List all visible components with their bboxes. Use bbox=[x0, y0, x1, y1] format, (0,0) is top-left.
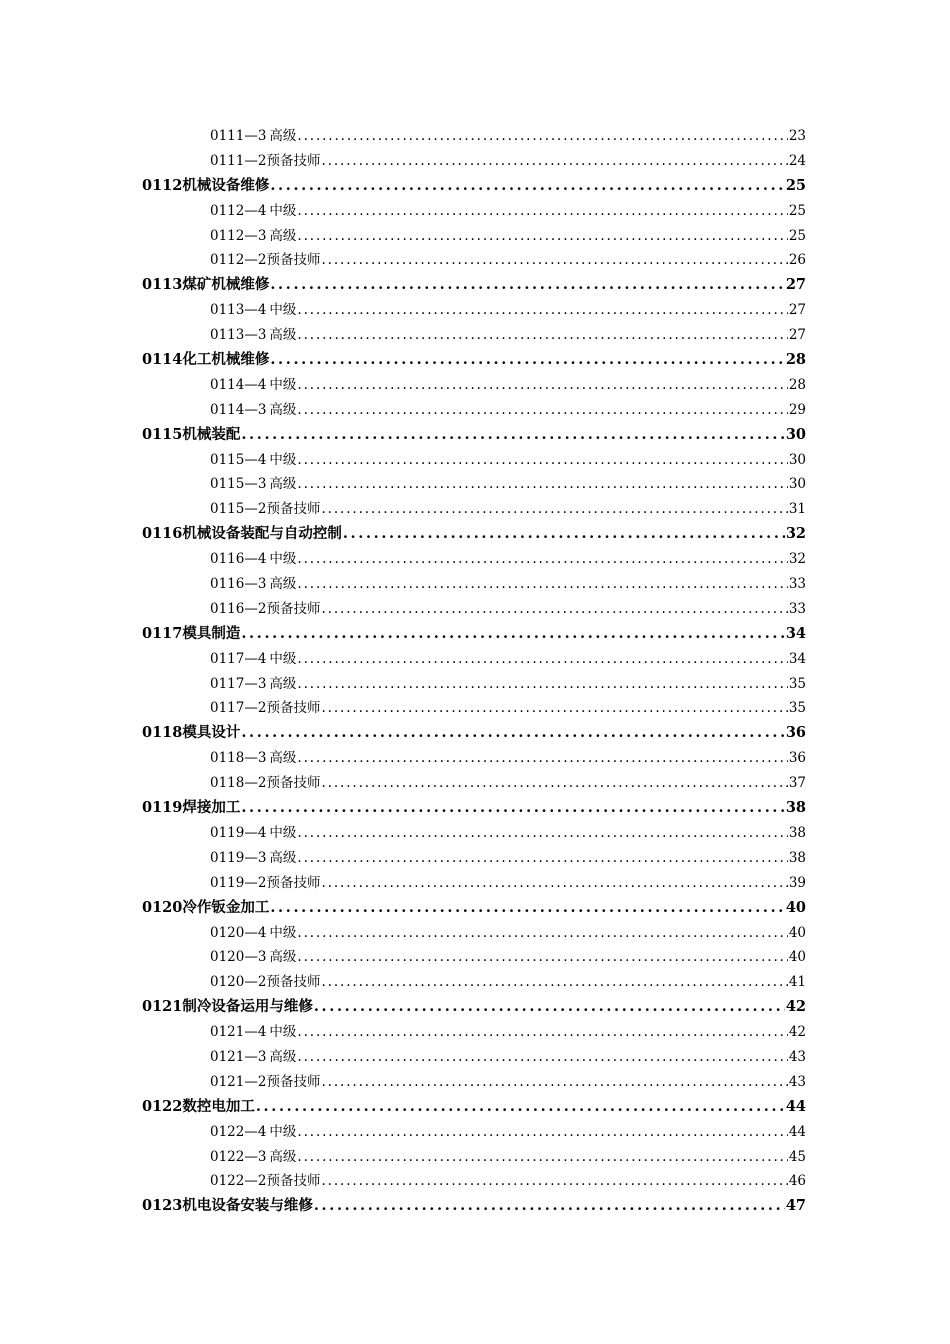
toc-subsection-entry[interactable] bbox=[142, 597, 806, 622]
toc-page-number: 26 bbox=[788, 252, 806, 269]
toc-entry-title: 预备技师 bbox=[266, 974, 321, 991]
toc-page-number: 42 bbox=[788, 1024, 806, 1041]
toc-page-number: 45 bbox=[788, 1148, 806, 1165]
toc-subsection-entry[interactable] bbox=[142, 497, 806, 522]
toc-dot-leader bbox=[297, 124, 787, 149]
toc-dot-leader bbox=[297, 821, 787, 846]
toc-entry-code: 0115—3 bbox=[210, 476, 267, 493]
toc-entry-title: 预备技师 bbox=[266, 1073, 321, 1090]
toc-entry-title: 预备技师 bbox=[266, 775, 321, 792]
toc-section-entry[interactable] bbox=[142, 1095, 806, 1120]
toc-dot-leader bbox=[321, 497, 787, 522]
toc-entry-code: 0122—3 bbox=[210, 1148, 267, 1165]
toc-entry-title: 预备技师 bbox=[266, 252, 321, 269]
toc-entry-title: 模具制造 bbox=[182, 624, 241, 642]
toc-page-number: 40 bbox=[788, 949, 806, 966]
toc-entry-code: 0111—3 bbox=[210, 128, 267, 144]
toc-dot-leader bbox=[321, 771, 787, 796]
toc-page-number: 40 bbox=[785, 898, 806, 916]
toc-dot-leader bbox=[297, 921, 787, 946]
toc-dot-leader bbox=[343, 522, 785, 547]
toc-page-number: 43 bbox=[788, 1073, 806, 1090]
toc-subsection-entry[interactable] bbox=[142, 572, 806, 597]
toc-page-number: 46 bbox=[788, 1173, 806, 1190]
toc-dot-leader bbox=[241, 796, 784, 821]
toc-subsection-entry[interactable] bbox=[142, 647, 806, 672]
toc-page-number: 39 bbox=[788, 874, 806, 891]
toc-subsection-entry[interactable] bbox=[142, 1120, 806, 1145]
toc-page-number: 31 bbox=[788, 501, 806, 518]
toc-entry-code: 0120—4 bbox=[210, 924, 267, 941]
toc-entry-code: 0116—2 bbox=[210, 600, 267, 617]
toc-entry-title: 冷作钣金加工 bbox=[182, 898, 270, 916]
toc-entry-code: 0112 bbox=[142, 176, 183, 194]
toc-subsection-entry[interactable] bbox=[142, 1070, 806, 1095]
toc-dot-leader bbox=[270, 348, 784, 373]
toc-subsection-entry[interactable] bbox=[142, 149, 806, 174]
toc-entry-title: 中级 bbox=[269, 650, 297, 667]
toc-entry-title: 高级 bbox=[269, 401, 297, 418]
toc-page-number: 29 bbox=[788, 401, 806, 418]
toc-dot-leader bbox=[297, 1145, 787, 1170]
toc-entry-title: 预备技师 bbox=[266, 501, 321, 518]
toc-entry-code: 0116 bbox=[142, 525, 183, 543]
toc-page-number: 35 bbox=[788, 700, 806, 717]
toc-subsection-entry[interactable] bbox=[142, 970, 806, 995]
toc-entry-title: 中级 bbox=[269, 202, 297, 219]
toc-entry-code: 0112—4 bbox=[210, 202, 267, 219]
toc-dot-leader bbox=[321, 871, 787, 896]
toc-dot-leader bbox=[297, 224, 787, 249]
toc-dot-leader bbox=[270, 174, 784, 199]
toc-dot-leader bbox=[297, 373, 787, 398]
toc-entry-code: 0121—2 bbox=[210, 1073, 267, 1090]
toc-subsection-entry[interactable] bbox=[142, 945, 806, 970]
toc-entry-title: 煤矿机械维修 bbox=[182, 276, 270, 294]
toc-page-number: 27 bbox=[785, 276, 806, 294]
toc-dot-leader bbox=[297, 323, 787, 348]
toc-entry-title: 高级 bbox=[269, 750, 297, 767]
toc-entry-code: 0117 bbox=[142, 624, 183, 642]
toc-page-number: 30 bbox=[788, 451, 806, 468]
toc-entry-code: 0119—3 bbox=[210, 849, 267, 866]
toc-dot-leader bbox=[297, 472, 787, 497]
toc-page-number: 35 bbox=[788, 675, 806, 692]
toc-subsection-entry[interactable] bbox=[142, 472, 806, 497]
toc-entry-title: 预备技师 bbox=[266, 1173, 321, 1190]
toc-entry-title: 预备技师 bbox=[266, 152, 321, 169]
toc-dot-leader bbox=[321, 248, 787, 273]
toc-entry-title: 中级 bbox=[269, 1123, 297, 1140]
toc-entry-title: 机械设备维修 bbox=[182, 176, 270, 194]
toc-dot-leader bbox=[270, 896, 784, 921]
toc-entry-title: 高级 bbox=[269, 476, 297, 493]
toc-page-number: 42 bbox=[785, 998, 806, 1016]
toc-subsection-entry[interactable] bbox=[142, 298, 806, 323]
toc-entry-code: 0120 bbox=[142, 898, 183, 916]
toc-section-entry[interactable] bbox=[142, 273, 806, 298]
toc-entry-code: 0118—2 bbox=[210, 775, 267, 792]
toc-entry-code: 0122—2 bbox=[210, 1173, 267, 1190]
toc-entry-title: 模具设计 bbox=[182, 724, 241, 742]
table-of-contents bbox=[142, 124, 806, 1219]
toc-section-entry[interactable] bbox=[142, 348, 806, 373]
toc-dot-leader bbox=[297, 746, 787, 771]
toc-subsection-entry[interactable] bbox=[142, 448, 806, 473]
toc-entry-title: 制冷设备运用与维修 bbox=[182, 998, 313, 1016]
toc-dot-leader bbox=[321, 1070, 787, 1095]
toc-page-number: 27 bbox=[788, 302, 806, 319]
toc-dot-leader bbox=[297, 298, 787, 323]
toc-dot-leader bbox=[314, 995, 785, 1020]
toc-entry-title: 预备技师 bbox=[266, 874, 321, 891]
toc-page-number: 32 bbox=[788, 551, 806, 568]
toc-entry-code: 0120—2 bbox=[210, 974, 267, 991]
toc-dot-leader bbox=[241, 721, 784, 746]
toc-entry-code: 0121—3 bbox=[210, 1048, 267, 1065]
toc-entry-title: 预备技师 bbox=[266, 600, 321, 617]
toc-page-number: 34 bbox=[785, 624, 806, 642]
toc-page-number: 36 bbox=[785, 724, 806, 742]
toc-page-number: 44 bbox=[785, 1097, 806, 1115]
toc-page-number: 33 bbox=[788, 576, 806, 593]
toc-dot-leader bbox=[321, 597, 787, 622]
toc-entry-title: 预备技师 bbox=[266, 700, 321, 717]
toc-entry-title: 高级 bbox=[269, 1048, 297, 1065]
toc-entry-code: 0115—2 bbox=[210, 501, 267, 518]
toc-page-number: 30 bbox=[788, 476, 806, 493]
toc-entry-code: 0115—4 bbox=[210, 451, 267, 468]
toc-entry-title: 高级 bbox=[269, 849, 297, 866]
toc-dot-leader bbox=[297, 1120, 787, 1145]
toc-entry-code: 0112—3 bbox=[210, 227, 267, 244]
toc-entry-title: 高级 bbox=[269, 327, 297, 344]
toc-page-number: 30 bbox=[785, 425, 806, 443]
toc-dot-leader bbox=[321, 1169, 787, 1194]
toc-subsection-entry[interactable] bbox=[142, 771, 806, 796]
toc-page-number: 28 bbox=[785, 351, 806, 369]
toc-page-number: 47 bbox=[785, 1197, 806, 1215]
toc-entry-title: 机械装配 bbox=[182, 425, 241, 443]
toc-entry-code: 0115 bbox=[142, 425, 183, 443]
toc-subsection-entry[interactable] bbox=[142, 323, 806, 348]
toc-page-number: 37 bbox=[788, 775, 806, 792]
toc-entry-title: 中级 bbox=[269, 302, 297, 319]
toc-page-number: 32 bbox=[785, 525, 806, 543]
toc-dot-leader bbox=[297, 448, 787, 473]
toc-page-number: 41 bbox=[788, 974, 806, 991]
toc-entry-code: 0117—2 bbox=[210, 700, 267, 717]
toc-subsection-entry[interactable] bbox=[142, 547, 806, 572]
toc-dot-leader bbox=[297, 398, 787, 423]
toc-entry-title: 机电设备安装与维修 bbox=[182, 1197, 313, 1215]
toc-dot-leader bbox=[297, 1020, 787, 1045]
toc-page-number: 25 bbox=[788, 202, 806, 219]
toc-entry-title: 机械设备装配与自动控制 bbox=[182, 525, 342, 543]
toc-entry-code: 0121 bbox=[142, 998, 183, 1016]
toc-section-entry[interactable] bbox=[142, 995, 806, 1020]
toc-entry-code: 0113 bbox=[142, 276, 183, 294]
toc-entry-code: 0117—3 bbox=[210, 675, 267, 692]
toc-page-number: 38 bbox=[785, 799, 806, 817]
toc-entry-title: 高级 bbox=[269, 128, 297, 144]
toc-entry-title: 高级 bbox=[269, 576, 297, 593]
toc-entry-code: 0113—4 bbox=[210, 302, 267, 319]
toc-entry-title: 中级 bbox=[269, 451, 297, 468]
toc-entry-title: 高级 bbox=[269, 675, 297, 692]
toc-dot-leader bbox=[297, 647, 787, 672]
toc-subsection-entry[interactable] bbox=[142, 199, 806, 224]
toc-subsection-entry[interactable] bbox=[142, 398, 806, 423]
toc-page-number: 25 bbox=[788, 227, 806, 244]
toc-entry-code: 0119—4 bbox=[210, 824, 267, 841]
toc-dot-leader bbox=[297, 199, 787, 224]
toc-dot-leader bbox=[297, 846, 787, 871]
toc-section-entry[interactable] bbox=[142, 174, 806, 199]
toc-subsection-entry[interactable] bbox=[142, 248, 806, 273]
toc-page-number: 40 bbox=[788, 924, 806, 941]
toc-dot-leader bbox=[321, 149, 787, 174]
toc-entry-code: 0119—2 bbox=[210, 874, 267, 891]
toc-entry-code: 0114—3 bbox=[210, 401, 267, 418]
toc-subsection-entry[interactable] bbox=[142, 672, 806, 697]
toc-section-entry[interactable] bbox=[142, 896, 806, 921]
toc-subsection-entry[interactable] bbox=[142, 696, 806, 721]
toc-page-number: 34 bbox=[788, 650, 806, 667]
toc-entry-title: 中级 bbox=[269, 551, 297, 568]
toc-dot-leader bbox=[270, 273, 784, 298]
toc-page-number: 36 bbox=[788, 750, 806, 767]
toc-entry-code: 0111—2 bbox=[210, 152, 267, 169]
toc-subsection-entry[interactable] bbox=[142, 1020, 806, 1045]
toc-subsection-entry[interactable] bbox=[142, 746, 806, 771]
toc-page-number: 38 bbox=[788, 849, 806, 866]
toc-page-number: 43 bbox=[788, 1048, 806, 1065]
toc-dot-leader bbox=[297, 945, 787, 970]
toc-section-entry[interactable] bbox=[142, 1194, 806, 1219]
toc-page-number: 44 bbox=[788, 1123, 806, 1140]
toc-entry-code: 0123 bbox=[142, 1197, 183, 1215]
toc-subsection-entry[interactable] bbox=[142, 871, 806, 896]
toc-entry-code: 0121—4 bbox=[210, 1024, 267, 1041]
toc-dot-leader bbox=[321, 696, 787, 721]
toc-subsection-entry[interactable] bbox=[142, 1169, 806, 1194]
toc-subsection-entry[interactable] bbox=[142, 1045, 806, 1070]
toc-entry-code: 0116—3 bbox=[210, 576, 267, 593]
toc-page-number: 38 bbox=[788, 824, 806, 841]
toc-entry-code: 0120—3 bbox=[210, 949, 267, 966]
toc-entry-code: 0114 bbox=[142, 351, 183, 369]
toc-subsection-entry[interactable] bbox=[142, 124, 806, 149]
toc-entry-title: 中级 bbox=[269, 1024, 297, 1041]
toc-subsection-entry[interactable] bbox=[142, 821, 806, 846]
toc-entry-title: 高级 bbox=[269, 227, 297, 244]
toc-page-number: 33 bbox=[788, 600, 806, 617]
toc-page-number: 23 bbox=[788, 128, 806, 144]
toc-entry-code: 0119 bbox=[142, 799, 183, 817]
toc-entry-title: 高级 bbox=[269, 1148, 297, 1165]
toc-entry-code: 0117—4 bbox=[210, 650, 267, 667]
toc-entry-title: 中级 bbox=[269, 924, 297, 941]
toc-dot-leader bbox=[241, 622, 784, 647]
toc-entry-title: 中级 bbox=[269, 824, 297, 841]
toc-dot-leader bbox=[297, 572, 787, 597]
toc-dot-leader bbox=[256, 1095, 785, 1120]
toc-subsection-entry[interactable] bbox=[142, 224, 806, 249]
toc-entry-code: 0116—4 bbox=[210, 551, 267, 568]
toc-subsection-entry[interactable] bbox=[142, 1145, 806, 1170]
toc-entry-code: 0122—4 bbox=[210, 1123, 267, 1140]
toc-dot-leader bbox=[314, 1194, 785, 1219]
toc-dot-leader bbox=[297, 1045, 787, 1070]
toc-entry-title: 高级 bbox=[269, 949, 297, 966]
toc-entry-title: 化工机械维修 bbox=[182, 351, 270, 369]
toc-entry-code: 0112—2 bbox=[210, 252, 267, 269]
toc-subsection-entry[interactable] bbox=[142, 921, 806, 946]
toc-subsection-entry[interactable] bbox=[142, 846, 806, 871]
toc-dot-leader bbox=[297, 547, 787, 572]
toc-subsection-entry[interactable] bbox=[142, 373, 806, 398]
toc-dot-leader bbox=[321, 970, 787, 995]
toc-entry-code: 0114—4 bbox=[210, 376, 267, 393]
toc-section-entry[interactable] bbox=[142, 622, 806, 647]
toc-section-entry[interactable] bbox=[142, 796, 806, 821]
toc-dot-leader bbox=[241, 423, 784, 448]
toc-entry-title: 焊接加工 bbox=[182, 799, 241, 817]
toc-entry-code: 0113—3 bbox=[210, 327, 267, 344]
toc-page-number: 25 bbox=[785, 176, 806, 194]
toc-page-number: 24 bbox=[788, 152, 806, 169]
toc-section-entry[interactable] bbox=[142, 423, 806, 448]
toc-dot-leader bbox=[297, 672, 787, 697]
toc-entry-title: 中级 bbox=[269, 376, 297, 393]
toc-page-number: 27 bbox=[788, 327, 806, 344]
toc-section-entry[interactable] bbox=[142, 522, 806, 547]
toc-entry-code: 0118 bbox=[142, 724, 183, 742]
toc-entry-code: 0122 bbox=[142, 1097, 183, 1115]
toc-section-entry[interactable] bbox=[142, 721, 806, 746]
toc-page-number: 28 bbox=[788, 376, 806, 393]
toc-entry-code: 0118—3 bbox=[210, 750, 267, 767]
toc-entry-title: 数控电加工 bbox=[182, 1097, 255, 1115]
